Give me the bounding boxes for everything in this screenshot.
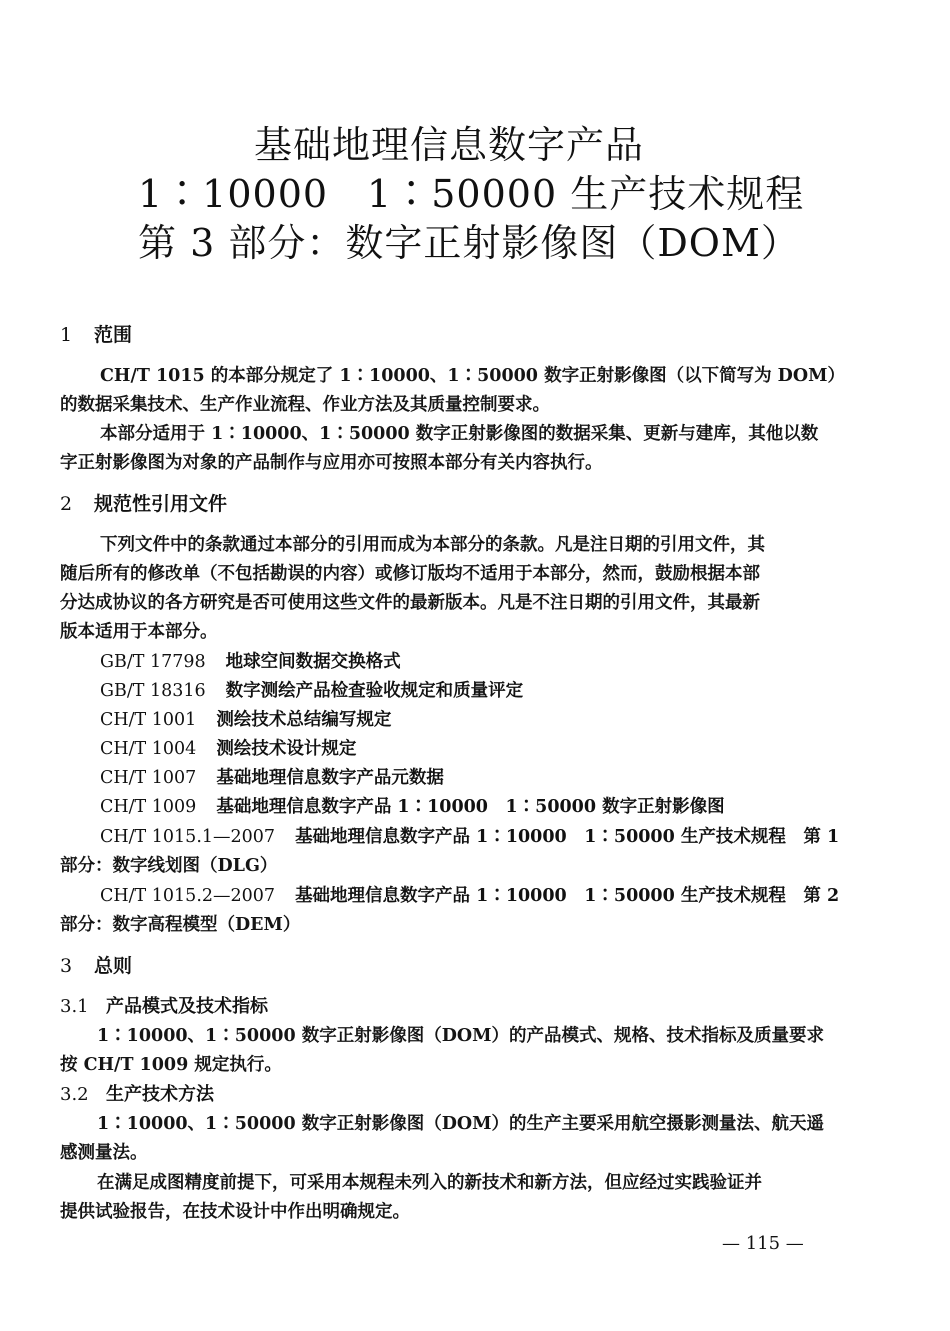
paragraph-line: 按 CH/T 1009 规定执行。 <box>60 1055 282 1075</box>
page-number: — 115 — <box>722 1233 804 1254</box>
paragraph-line: 随后所有的修改单（不包括勘误的内容）或修订版均不适用于本部分，然而，鼓励根据本部 <box>60 564 760 584</box>
section-3-2-heading <box>60 1082 214 1108</box>
section-title: 规范性引用文件 <box>94 493 228 515</box>
section-title: 生产技术方法 <box>106 1084 214 1105</box>
section-number: 3 <box>60 955 73 977</box>
reference-continuation: 部分：数字线划图（DLG） <box>60 856 278 876</box>
paragraph-line: 1∶10000、1∶50000 数字正射影像图（DOM）的生产主要采用航空摄影测量法、航天遥 <box>97 1114 824 1134</box>
reference-item <box>100 766 444 790</box>
reference-code: CH/T 1015.2—2007 <box>100 886 276 906</box>
reference-code: GB/T 17798 <box>100 652 206 672</box>
reference-item <box>100 825 839 849</box>
section-title: 总则 <box>94 955 133 977</box>
paragraph-line: 感测量法。 <box>60 1143 148 1163</box>
section-3-1-heading <box>60 994 268 1020</box>
reference-title: 数字测绘产品检查验收规定和质量评定 <box>225 681 524 701</box>
reference-title: 基础地理信息数字产品 1∶10000 1∶50000 生产技术规程 第 2 <box>295 886 840 906</box>
title-line-3: 第 3 部分：数字正射影像图（DOM） <box>138 221 800 265</box>
reference-continuation: 部分：数字高程模型（DEM） <box>60 915 301 935</box>
reference-title: 基础地理信息数字产品元数据 <box>216 768 444 788</box>
reference-item <box>100 795 725 819</box>
paragraph-line: 在满足成图精度前提下，可采用本规程未列入的新技术和新方法，但应经过实践验证并 <box>97 1173 762 1193</box>
reference-code: CH/T 1004 <box>100 739 197 759</box>
reference-item <box>100 679 523 703</box>
reference-title: 地球空间数据交换格式 <box>225 652 401 672</box>
reference-code: CH/T 1009 <box>100 797 197 817</box>
section-number: 2 <box>60 493 73 515</box>
reference-code: CH/T 1007 <box>100 768 197 788</box>
paragraph-line: CH/T 1015 的本部分规定了 1∶10000、1∶50000 数字正射影像图（以下简写为 DOM） <box>100 366 845 386</box>
reference-item <box>100 737 356 761</box>
reference-item <box>100 708 391 732</box>
reference-title: 测绘技术总结编写规定 <box>216 710 392 730</box>
section-2-heading <box>60 491 227 517</box>
paragraph-line: 本部分适用于 1∶10000、1∶50000 数字正射影像图的数据采集、更新与建库，其他以数 <box>100 424 819 444</box>
reference-code: GB/T 18316 <box>100 681 206 701</box>
reference-item <box>100 650 401 674</box>
section-1-heading <box>60 322 132 348</box>
section-number: 3.2 <box>60 1084 89 1105</box>
paragraph-line: 版本适用于本部分。 <box>60 622 218 642</box>
paragraph-line: 1∶10000、1∶50000 数字正射影像图（DOM）的产品模式、规格、技术指标及质量要求 <box>97 1026 824 1046</box>
reference-title: 基础地理信息数字产品 1∶10000 1∶50000 生产技术规程 第 1 <box>295 827 840 847</box>
reference-code: CH/T 1001 <box>100 710 197 730</box>
section-title: 范围 <box>94 324 133 346</box>
title-line-2: 1∶10000 1∶50000 生产技术规程 <box>138 172 805 216</box>
reference-item <box>100 884 839 908</box>
paragraph-line: 字正射影像图为对象的产品制作与应用亦可按照本部分有关内容执行。 <box>60 453 603 473</box>
section-3-heading <box>60 953 132 979</box>
paragraph-line: 下列文件中的条款通过本部分的引用而成为本部分的条款。凡是注日期的引用文件，其 <box>100 535 765 555</box>
section-title: 产品模式及技术指标 <box>106 996 268 1017</box>
title-line-1: 基础地理信息数字产品 <box>254 123 645 167</box>
reference-code: CH/T 1015.1—2007 <box>100 827 276 847</box>
section-number: 3.1 <box>60 996 89 1017</box>
paragraph-line: 的数据采集技术、生产作业流程、作业方法及其质量控制要求。 <box>60 395 550 415</box>
paragraph-line: 提供试验报告，在技术设计中作出明确规定。 <box>60 1202 410 1222</box>
section-number: 1 <box>60 324 73 346</box>
paragraph-line: 分达成协议的各方研究是否可使用这些文件的最新版本。凡是不注日期的引用文件，其最新 <box>60 593 760 613</box>
reference-title: 基础地理信息数字产品 1∶10000 1∶50000 数字正射影像图 <box>216 797 725 817</box>
reference-title: 测绘技术设计规定 <box>216 739 357 759</box>
